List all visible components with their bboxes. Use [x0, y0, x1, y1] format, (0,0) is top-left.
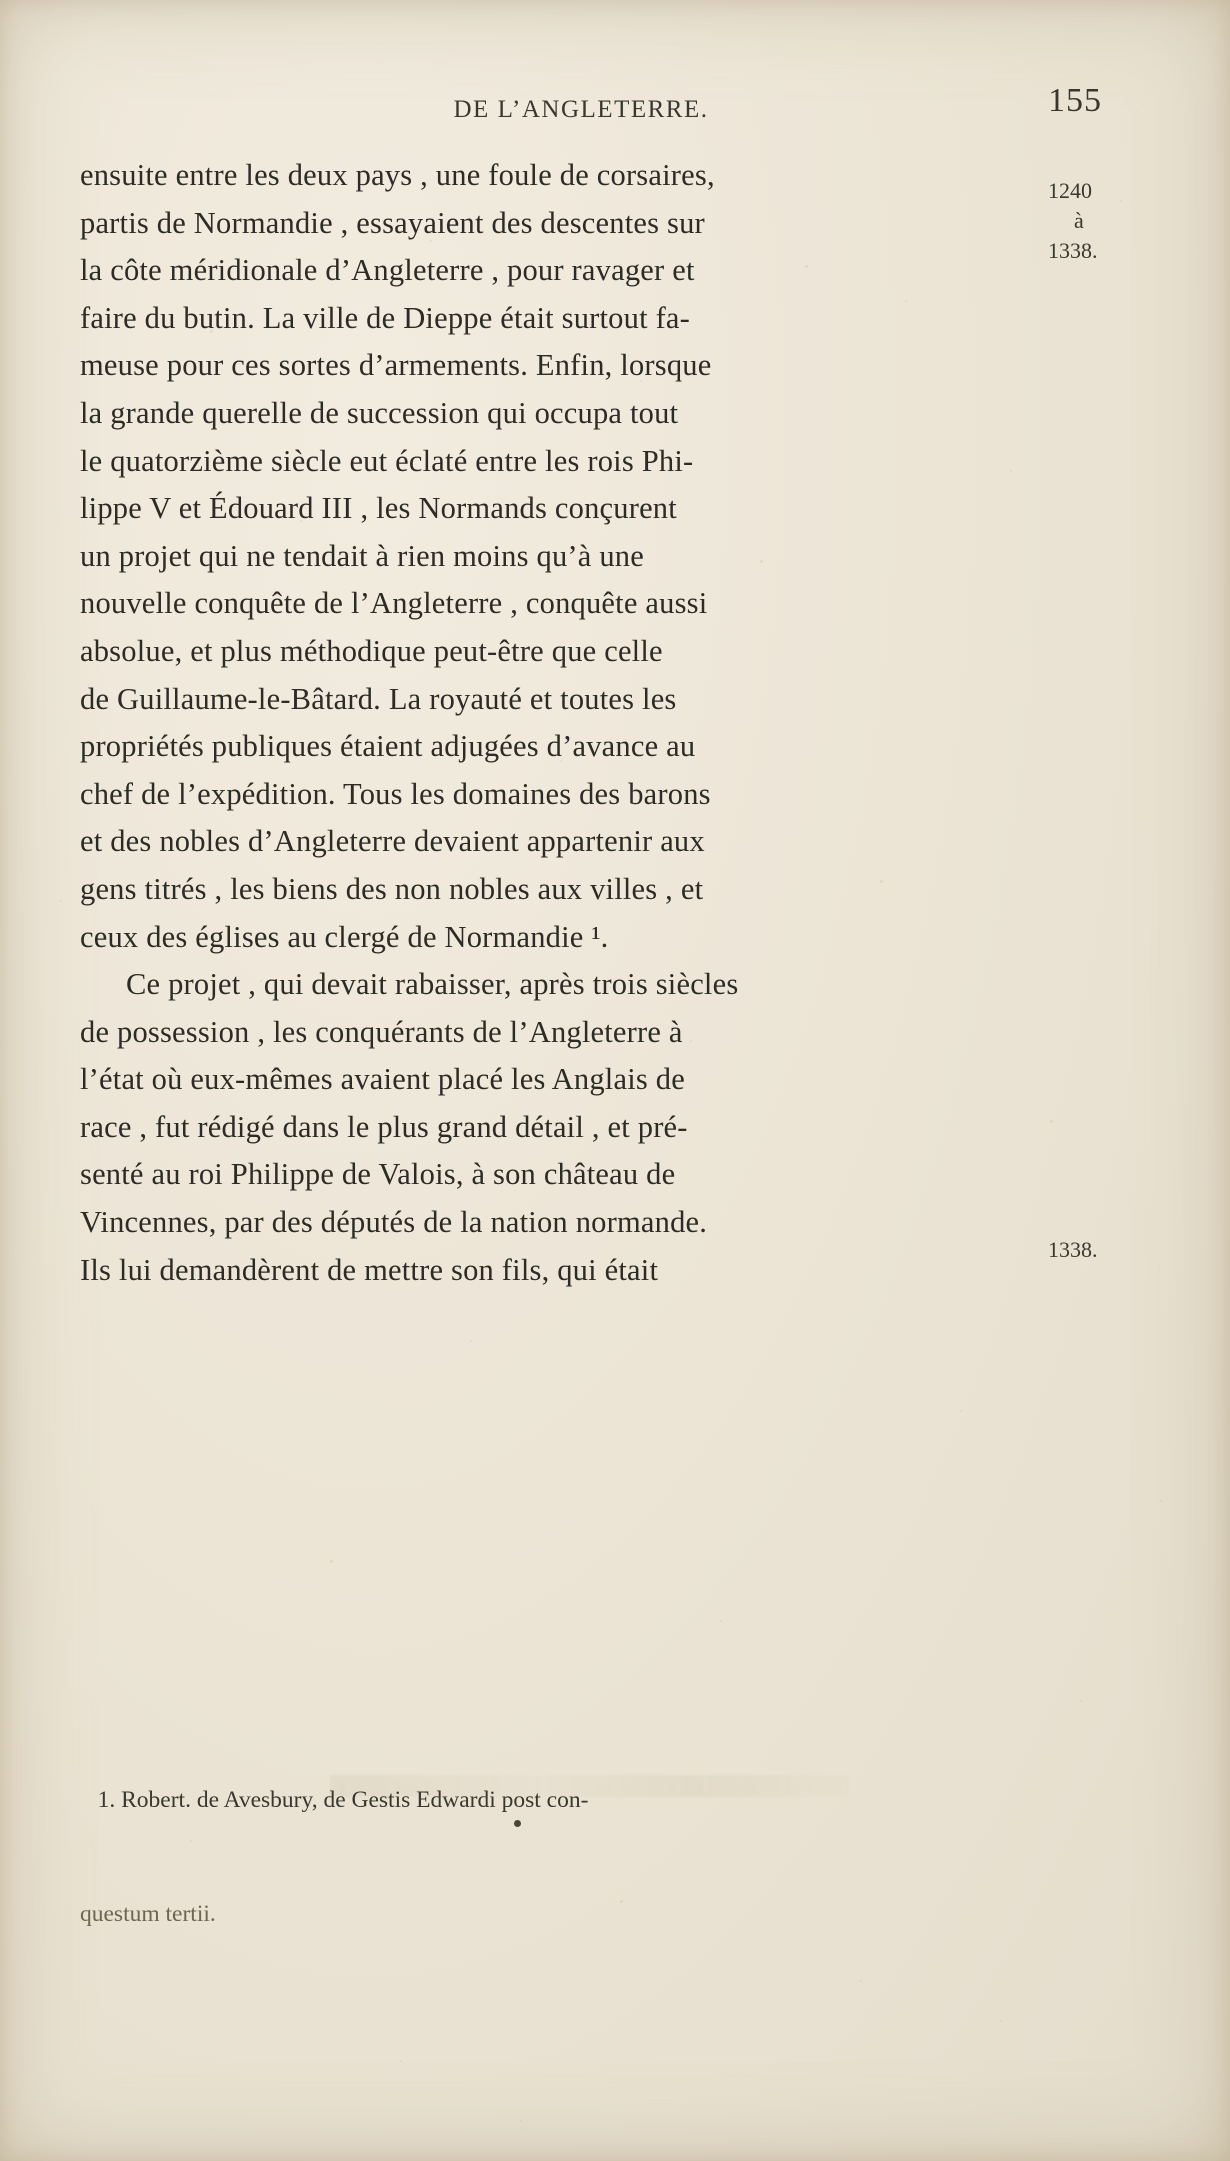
running-head: [0, 96, 1230, 124]
text-line: absolue, et plus méthodique peut-être que celle: [80, 633, 663, 668]
text-line: ceux des églises au clergé de Normandie ¹.: [80, 919, 609, 954]
text-line: la grande querelle de succession qui occupa tout: [80, 395, 679, 430]
footnote-line: 1. Robert. de Avesbury, de Gestis Edwardi post con-: [80, 1787, 589, 1813]
text-line: faire du butin. La ville de Dieppe était surtout fa-: [80, 300, 691, 335]
text-line: race , fut rédigé dans le plus grand détail , et pré-: [80, 1109, 688, 1144]
text-line: de possession , les conquérants de l’Angleterre à: [80, 1014, 683, 1049]
text-line: l’état où eux-mêmes avaient placé les Anglais de: [80, 1062, 685, 1097]
paragraph: [80, 152, 1040, 961]
text-line: un projet qui ne tendait à rien moins qu’à une: [80, 538, 644, 573]
text-line: nouvelle conquête de l’Angleterre , conquête aussi: [80, 586, 708, 621]
text-line: la côte méridionale d’Angleterre , pour ravager et: [80, 253, 695, 288]
text-line: Ils lui demandèrent de mettre son fils, qui était: [80, 1252, 659, 1287]
paragraph: [80, 961, 1040, 1294]
text-line: le quatorzième siècle eut éclaté entre les rois Phi-: [80, 443, 694, 478]
text-line: Ce projet , qui devait rabaisser, après trois siècles: [126, 967, 739, 1002]
footnote: [80, 1705, 1040, 2009]
text-line: Vincennes, par des députés de la nation normande.: [80, 1205, 708, 1240]
text-line: de Guillaume-le-Bâtard. La royauté et toutes les: [80, 681, 677, 716]
footnote-line: questum tertii.: [80, 1901, 216, 1927]
running-head-title: DE L’ANGLETERRE.: [453, 96, 709, 123]
marginal-note-date: [1048, 1235, 1178, 1265]
body-text: [80, 152, 1040, 1294]
text-line: meuse pour ces sortes d’armements. Enfin, lorsque: [80, 348, 712, 383]
marginal-note-date-range: [1048, 176, 1178, 266]
tail-ornament: [514, 1820, 521, 1827]
marginal-note-line: 1240: [1048, 178, 1092, 203]
marginal-note-line: 1338.: [1048, 1237, 1098, 1262]
text-line: chef de l’expédition. Tous les domaines des barons: [80, 776, 711, 811]
text-line: lippe V et Édouard III , les Normands conçurent: [80, 491, 677, 526]
text-line: senté au roi Philippe de Valois, à son château de: [80, 1157, 676, 1192]
marginal-note-line: à: [1074, 208, 1084, 233]
text-line: ensuite entre les deux pays , une foule de corsaires,: [80, 158, 715, 192]
text-line: partis de Normandie , essayaient des descentes sur: [80, 205, 705, 240]
marginal-note-line: 1338.: [1048, 238, 1098, 263]
text-line: propriétés publiques étaient adjugées d’avance au: [80, 729, 696, 764]
text-line: et des nobles d’Angleterre devaient appartenir aux: [80, 824, 705, 859]
text-line: gens titrés , les biens des non nobles aux villes , et: [80, 871, 704, 906]
page-number: 155: [1048, 82, 1102, 119]
